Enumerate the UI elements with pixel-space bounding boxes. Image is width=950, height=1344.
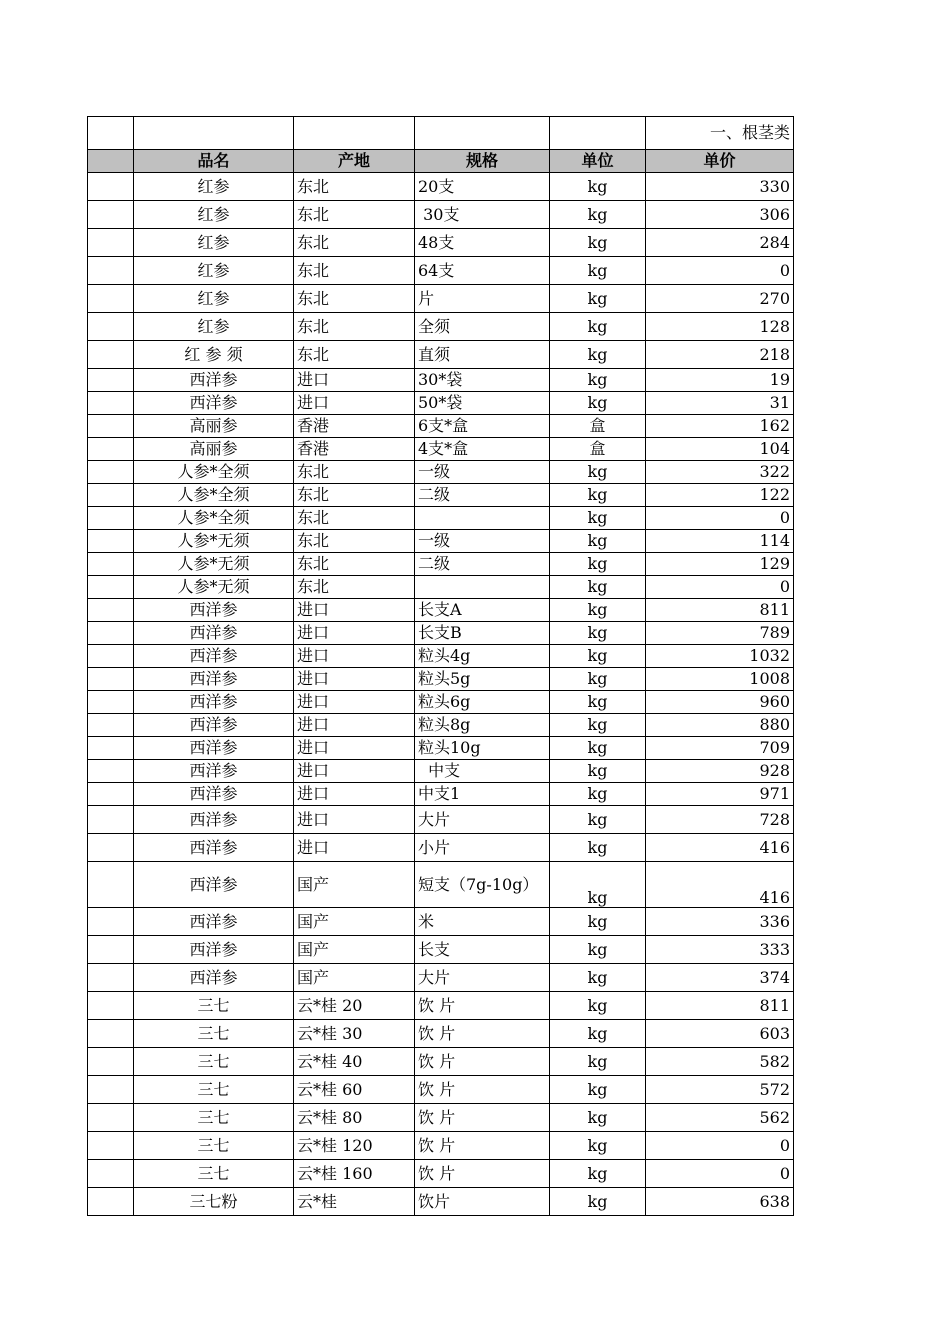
item-price[interactable]: 1032 xyxy=(646,645,794,668)
item-unit[interactable]: 盒 xyxy=(550,438,646,461)
item-spec[interactable]: 中支 xyxy=(415,760,550,783)
row-blank-cell[interactable] xyxy=(88,341,134,369)
table-row xyxy=(88,645,794,668)
item-origin[interactable]: 国产 xyxy=(294,862,415,908)
item-name[interactable]: 三七 xyxy=(134,1104,294,1132)
item-origin[interactable]: 云*桂 30 xyxy=(294,1020,415,1048)
item-unit[interactable]: kg xyxy=(550,806,646,834)
item-origin[interactable]: 东北 xyxy=(294,201,415,229)
item-origin[interactable]: 进口 xyxy=(294,783,415,806)
item-spec[interactable]: 饮片 xyxy=(415,1188,550,1216)
row-blank-cell[interactable] xyxy=(88,783,134,806)
item-origin[interactable]: 进口 xyxy=(294,668,415,691)
table-row xyxy=(88,257,794,285)
row-blank-cell[interactable] xyxy=(88,1188,134,1216)
item-spec[interactable]: 二级 xyxy=(415,553,550,576)
item-spec[interactable]: 大片 xyxy=(415,964,550,992)
item-spec[interactable]: 48支 xyxy=(415,229,550,257)
item-origin[interactable]: 国产 xyxy=(294,936,415,964)
item-name[interactable]: 人参*无须 xyxy=(134,530,294,553)
item-name[interactable]: 西洋参 xyxy=(134,622,294,645)
item-price[interactable]: 789 xyxy=(646,622,794,645)
item-name[interactable]: 西洋参 xyxy=(134,714,294,737)
item-price[interactable]: 572 xyxy=(646,1076,794,1104)
table-row xyxy=(88,201,794,229)
table-row xyxy=(88,737,794,760)
row-blank-cell[interactable] xyxy=(88,392,134,415)
item-name[interactable]: 西洋参 xyxy=(134,908,294,936)
row-blank-cell[interactable] xyxy=(88,737,134,760)
item-spec[interactable]: 长支A xyxy=(415,599,550,622)
item-name[interactable]: 人参*全须 xyxy=(134,507,294,530)
table-row xyxy=(88,992,794,1020)
item-unit[interactable]: kg xyxy=(550,1188,646,1216)
item-spec[interactable]: 50*袋 xyxy=(415,392,550,415)
item-spec[interactable]: 30*袋 xyxy=(415,369,550,392)
item-price[interactable]: 122 xyxy=(646,484,794,507)
table-row xyxy=(88,862,794,908)
item-name[interactable]: 西洋参 xyxy=(134,936,294,964)
item-price[interactable]: 960 xyxy=(646,691,794,714)
item-price[interactable]: 971 xyxy=(646,783,794,806)
table-row xyxy=(88,691,794,714)
item-spec[interactable]: 粒头10g xyxy=(415,737,550,760)
item-price[interactable]: 0 xyxy=(646,1132,794,1160)
item-spec[interactable]: 大片 xyxy=(415,806,550,834)
item-origin[interactable]: 国产 xyxy=(294,908,415,936)
row-blank-cell[interactable] xyxy=(88,714,134,737)
table-row xyxy=(88,1020,794,1048)
item-price[interactable]: 562 xyxy=(646,1104,794,1132)
item-price[interactable]: 322 xyxy=(646,461,794,484)
item-price[interactable]: 880 xyxy=(646,714,794,737)
item-spec[interactable]: 粒头5g xyxy=(415,668,550,691)
item-origin[interactable]: 东北 xyxy=(294,229,415,257)
item-spec[interactable]: 6支*盒 xyxy=(415,415,550,438)
item-name[interactable]: 三七 xyxy=(134,1076,294,1104)
item-name[interactable]: 红参 xyxy=(134,257,294,285)
item-name[interactable]: 西洋参 xyxy=(134,691,294,714)
item-spec[interactable] xyxy=(415,576,550,599)
row-blank-cell[interactable] xyxy=(88,1132,134,1160)
item-price[interactable]: 416 xyxy=(646,834,794,862)
item-price[interactable]: 19 xyxy=(646,369,794,392)
item-origin[interactable]: 进口 xyxy=(294,737,415,760)
header-origin[interactable]: 产地 xyxy=(294,150,415,173)
cell[interactable] xyxy=(88,117,134,150)
row-blank-cell[interactable] xyxy=(88,908,134,936)
item-spec[interactable]: 全须 xyxy=(415,313,550,341)
row-blank-cell[interactable] xyxy=(88,691,134,714)
row-blank-cell[interactable] xyxy=(88,936,134,964)
row-blank-cell[interactable] xyxy=(88,862,134,908)
item-name[interactable]: 人参*全须 xyxy=(134,484,294,507)
item-price[interactable]: 811 xyxy=(646,992,794,1020)
item-price[interactable]: 218 xyxy=(646,341,794,369)
table-row xyxy=(88,484,794,507)
cell[interactable] xyxy=(550,117,646,150)
item-unit[interactable]: kg xyxy=(550,1160,646,1188)
item-origin[interactable]: 东北 xyxy=(294,461,415,484)
item-unit[interactable]: kg xyxy=(550,964,646,992)
row-blank-cell[interactable] xyxy=(88,507,134,530)
item-origin[interactable]: 进口 xyxy=(294,392,415,415)
item-spec[interactable]: 一级 xyxy=(415,461,550,484)
item-unit[interactable]: kg xyxy=(550,783,646,806)
item-price[interactable]: 582 xyxy=(646,1048,794,1076)
title-row xyxy=(88,117,794,150)
item-unit[interactable]: kg xyxy=(550,576,646,599)
item-unit[interactable]: kg xyxy=(550,760,646,783)
item-unit[interactable]: kg xyxy=(550,862,646,908)
row-blank-cell[interactable] xyxy=(88,1020,134,1048)
row-blank-cell[interactable] xyxy=(88,257,134,285)
item-spec[interactable]: 粒头8g xyxy=(415,714,550,737)
item-spec[interactable]: 饮 片 xyxy=(415,1160,550,1188)
item-origin[interactable]: 进口 xyxy=(294,599,415,622)
item-name[interactable]: 三七 xyxy=(134,1020,294,1048)
item-unit[interactable]: kg xyxy=(550,257,646,285)
item-unit[interactable]: 盒 xyxy=(550,415,646,438)
item-origin[interactable]: 进口 xyxy=(294,714,415,737)
row-blank-cell[interactable] xyxy=(88,313,134,341)
item-spec[interactable]: 饮 片 xyxy=(415,1048,550,1076)
row-blank-cell[interactable] xyxy=(88,964,134,992)
item-price[interactable]: 374 xyxy=(646,964,794,992)
table-row xyxy=(88,806,794,834)
item-name[interactable]: 红参 xyxy=(134,229,294,257)
item-unit[interactable]: kg xyxy=(550,285,646,313)
cell[interactable] xyxy=(415,117,550,150)
item-name[interactable]: 红 参 须 xyxy=(134,341,294,369)
item-origin[interactable]: 云*桂 160 xyxy=(294,1160,415,1188)
row-blank-cell[interactable] xyxy=(88,668,134,691)
item-spec[interactable] xyxy=(415,507,550,530)
item-name[interactable]: 红参 xyxy=(134,201,294,229)
item-unit[interactable]: kg xyxy=(550,392,646,415)
item-origin[interactable]: 云*桂 xyxy=(294,1188,415,1216)
item-origin[interactable]: 进口 xyxy=(294,691,415,714)
table-row xyxy=(88,964,794,992)
item-name[interactable]: 人参*全须 xyxy=(134,461,294,484)
item-price[interactable]: 638 xyxy=(646,1188,794,1216)
item-price[interactable]: 128 xyxy=(646,313,794,341)
item-name[interactable]: 人参*无须 xyxy=(134,576,294,599)
table-row xyxy=(88,622,794,645)
item-spec[interactable]: 一级 xyxy=(415,530,550,553)
item-origin[interactable]: 进口 xyxy=(294,806,415,834)
item-price[interactable]: 416 xyxy=(646,862,794,908)
item-unit[interactable]: kg xyxy=(550,622,646,645)
table-row xyxy=(88,599,794,622)
item-origin[interactable]: 东北 xyxy=(294,341,415,369)
item-name[interactable]: 红参 xyxy=(134,173,294,201)
row-blank-cell[interactable] xyxy=(88,576,134,599)
item-name[interactable]: 三七 xyxy=(134,1132,294,1160)
item-name[interactable]: 西洋参 xyxy=(134,783,294,806)
table-row xyxy=(88,1048,794,1076)
table-row xyxy=(88,415,794,438)
price-sheet xyxy=(87,116,794,1216)
item-unit[interactable]: kg xyxy=(550,645,646,668)
item-name[interactable]: 三七粉 xyxy=(134,1188,294,1216)
table-row xyxy=(88,1188,794,1216)
item-price[interactable]: 0 xyxy=(646,257,794,285)
item-price[interactable]: 336 xyxy=(646,908,794,936)
item-name[interactable]: 西洋参 xyxy=(134,668,294,691)
item-name[interactable]: 西洋参 xyxy=(134,806,294,834)
item-origin[interactable]: 东北 xyxy=(294,530,415,553)
item-price[interactable]: 330 xyxy=(646,173,794,201)
item-price[interactable]: 0 xyxy=(646,576,794,599)
item-spec[interactable]: 短支（7g-10g） xyxy=(415,862,550,908)
item-unit[interactable]: kg xyxy=(550,668,646,691)
item-unit[interactable]: kg xyxy=(550,936,646,964)
item-name[interactable]: 西洋参 xyxy=(134,369,294,392)
item-price[interactable]: 1008 xyxy=(646,668,794,691)
table-row xyxy=(88,760,794,783)
item-unit[interactable]: kg xyxy=(550,173,646,201)
item-price[interactable]: 114 xyxy=(646,530,794,553)
row-blank-cell[interactable] xyxy=(88,622,134,645)
item-origin[interactable]: 云*桂 80 xyxy=(294,1104,415,1132)
table-row xyxy=(88,1160,794,1188)
table-row xyxy=(88,1076,794,1104)
item-origin[interactable]: 香港 xyxy=(294,415,415,438)
row-blank-cell[interactable] xyxy=(88,1048,134,1076)
item-spec[interactable]: 粒头6g xyxy=(415,691,550,714)
table-row xyxy=(88,285,794,313)
item-unit[interactable]: kg xyxy=(550,530,646,553)
table-row xyxy=(88,530,794,553)
item-origin[interactable]: 云*桂 60 xyxy=(294,1076,415,1104)
item-spec[interactable]: 饮 片 xyxy=(415,1132,550,1160)
item-spec[interactable]: 20支 xyxy=(415,173,550,201)
row-blank-cell[interactable] xyxy=(88,553,134,576)
item-unit[interactable]: kg xyxy=(550,599,646,622)
table-row xyxy=(88,1104,794,1132)
item-origin[interactable]: 东北 xyxy=(294,507,415,530)
item-origin[interactable]: 东北 xyxy=(294,484,415,507)
table-row xyxy=(88,553,794,576)
item-origin[interactable]: 进口 xyxy=(294,369,415,392)
item-origin[interactable]: 东北 xyxy=(294,285,415,313)
table-row xyxy=(88,229,794,257)
item-origin[interactable]: 云*桂 40 xyxy=(294,1048,415,1076)
item-unit[interactable]: kg xyxy=(550,369,646,392)
header-spec[interactable]: 规格 xyxy=(415,150,550,173)
item-price[interactable]: 284 xyxy=(646,229,794,257)
item-origin[interactable]: 东北 xyxy=(294,553,415,576)
section-title[interactable]: 一、根茎类 xyxy=(646,117,794,150)
table-row xyxy=(88,392,794,415)
row-blank-cell[interactable] xyxy=(88,229,134,257)
table-row xyxy=(88,369,794,392)
item-price[interactable]: 104 xyxy=(646,438,794,461)
row-blank-cell[interactable] xyxy=(88,530,134,553)
item-name[interactable]: 西洋参 xyxy=(134,645,294,668)
table-row xyxy=(88,834,794,862)
row-blank-cell[interactable] xyxy=(88,645,134,668)
item-name[interactable]: 三七 xyxy=(134,992,294,1020)
item-spec[interactable]: 二级 xyxy=(415,484,550,507)
item-spec[interactable]: 饮 片 xyxy=(415,1104,550,1132)
row-blank-cell[interactable] xyxy=(88,992,134,1020)
item-unit[interactable]: kg xyxy=(550,1104,646,1132)
item-origin[interactable]: 云*桂 120 xyxy=(294,1132,415,1160)
header-name[interactable]: 品名 xyxy=(134,150,294,173)
row-blank-cell[interactable] xyxy=(88,438,134,461)
item-origin[interactable]: 东北 xyxy=(294,173,415,201)
item-name[interactable]: 三七 xyxy=(134,1160,294,1188)
item-price[interactable]: 728 xyxy=(646,806,794,834)
table-row xyxy=(88,507,794,530)
item-spec[interactable]: 粒头4g xyxy=(415,645,550,668)
item-price[interactable]: 709 xyxy=(646,737,794,760)
item-origin[interactable]: 东北 xyxy=(294,576,415,599)
item-unit[interactable]: kg xyxy=(550,908,646,936)
item-price[interactable]: 270 xyxy=(646,285,794,313)
item-origin[interactable]: 进口 xyxy=(294,622,415,645)
item-name[interactable]: 西洋参 xyxy=(134,392,294,415)
item-unit[interactable]: kg xyxy=(550,461,646,484)
item-unit[interactable]: kg xyxy=(550,1048,646,1076)
item-spec[interactable]: 长支B xyxy=(415,622,550,645)
row-blank-cell[interactable] xyxy=(88,461,134,484)
table-row xyxy=(88,341,794,369)
item-spec[interactable]: 小片 xyxy=(415,834,550,862)
item-spec[interactable]: 米 xyxy=(415,908,550,936)
item-unit[interactable]: kg xyxy=(550,484,646,507)
row-blank-cell[interactable] xyxy=(88,1076,134,1104)
item-price[interactable]: 31 xyxy=(646,392,794,415)
table-row xyxy=(88,576,794,599)
item-unit[interactable]: kg xyxy=(550,553,646,576)
item-name[interactable]: 三七 xyxy=(134,1048,294,1076)
item-unit[interactable]: kg xyxy=(550,313,646,341)
item-name[interactable]: 西洋参 xyxy=(134,599,294,622)
row-blank-cell[interactable] xyxy=(88,760,134,783)
table-row xyxy=(88,936,794,964)
item-name[interactable]: 西洋参 xyxy=(134,862,294,908)
item-origin[interactable]: 云*桂 20 xyxy=(294,992,415,1020)
item-unit[interactable]: kg xyxy=(550,1020,646,1048)
row-blank-cell[interactable] xyxy=(88,484,134,507)
row-blank-cell[interactable] xyxy=(88,1104,134,1132)
table-row xyxy=(88,313,794,341)
item-spec[interactable]: 64支 xyxy=(415,257,550,285)
item-name[interactable]: 高丽参 xyxy=(134,438,294,461)
item-spec[interactable]: 长支 xyxy=(415,936,550,964)
item-spec[interactable]: 饮 片 xyxy=(415,1076,550,1104)
item-spec[interactable]: 饮 片 xyxy=(415,992,550,1020)
table-row xyxy=(88,1132,794,1160)
cell[interactable] xyxy=(294,117,415,150)
item-price[interactable]: 306 xyxy=(646,201,794,229)
item-name[interactable]: 西洋参 xyxy=(134,834,294,862)
row-blank-cell[interactable] xyxy=(88,1160,134,1188)
item-name[interactable]: 西洋参 xyxy=(134,760,294,783)
item-unit[interactable]: kg xyxy=(550,507,646,530)
item-unit[interactable]: kg xyxy=(550,201,646,229)
item-name[interactable]: 高丽参 xyxy=(134,415,294,438)
item-origin[interactable]: 国产 xyxy=(294,964,415,992)
item-price[interactable]: 603 xyxy=(646,1020,794,1048)
table-row xyxy=(88,908,794,936)
table-row xyxy=(88,783,794,806)
item-spec[interactable]: 中支1 xyxy=(415,783,550,806)
table-row xyxy=(88,438,794,461)
item-unit[interactable]: kg xyxy=(550,737,646,760)
item-spec[interactable]: 饮 片 xyxy=(415,1020,550,1048)
item-origin[interactable]: 进口 xyxy=(294,645,415,668)
row-blank-cell[interactable] xyxy=(88,369,134,392)
item-price[interactable]: 928 xyxy=(646,760,794,783)
item-unit[interactable]: kg xyxy=(550,714,646,737)
item-unit[interactable]: kg xyxy=(550,1132,646,1160)
row-blank-cell[interactable] xyxy=(88,173,134,201)
item-unit[interactable]: kg xyxy=(550,1076,646,1104)
item-unit[interactable]: kg xyxy=(550,691,646,714)
table-row xyxy=(88,461,794,484)
item-spec[interactable]: 30支 xyxy=(415,201,550,229)
row-blank-cell[interactable] xyxy=(88,201,134,229)
row-blank-cell[interactable] xyxy=(88,599,134,622)
cell[interactable] xyxy=(134,117,294,150)
item-price[interactable]: 129 xyxy=(646,553,794,576)
item-origin[interactable]: 东北 xyxy=(294,313,415,341)
header-price[interactable]: 单价 xyxy=(646,150,794,173)
item-price[interactable]: 333 xyxy=(646,936,794,964)
item-price[interactable]: 162 xyxy=(646,415,794,438)
item-origin[interactable]: 香港 xyxy=(294,438,415,461)
item-unit[interactable]: kg xyxy=(550,341,646,369)
row-blank-cell[interactable] xyxy=(88,834,134,862)
item-unit[interactable]: kg xyxy=(550,992,646,1020)
table-row xyxy=(88,668,794,691)
item-spec[interactable]: 片 xyxy=(415,285,550,313)
item-price[interactable]: 0 xyxy=(646,507,794,530)
row-blank-cell[interactable] xyxy=(88,806,134,834)
item-name[interactable]: 红参 xyxy=(134,285,294,313)
row-blank-cell[interactable] xyxy=(88,285,134,313)
item-price[interactable]: 811 xyxy=(646,599,794,622)
header-unit[interactable]: 单位 xyxy=(550,150,646,173)
item-name[interactable]: 人参*无须 xyxy=(134,553,294,576)
item-name[interactable]: 西洋参 xyxy=(134,964,294,992)
item-origin[interactable]: 进口 xyxy=(294,834,415,862)
item-origin[interactable]: 东北 xyxy=(294,257,415,285)
item-unit[interactable]: kg xyxy=(550,229,646,257)
row-blank-cell[interactable] xyxy=(88,415,134,438)
item-origin[interactable]: 进口 xyxy=(294,760,415,783)
item-spec[interactable]: 直须 xyxy=(415,341,550,369)
header-row xyxy=(88,150,794,173)
item-name[interactable]: 红参 xyxy=(134,313,294,341)
item-spec[interactable]: 4支*盒 xyxy=(415,438,550,461)
item-unit[interactable]: kg xyxy=(550,834,646,862)
header-blank-cell[interactable] xyxy=(88,150,134,173)
table-row xyxy=(88,714,794,737)
item-price[interactable]: 0 xyxy=(646,1160,794,1188)
item-name[interactable]: 西洋参 xyxy=(134,737,294,760)
table-row xyxy=(88,173,794,201)
